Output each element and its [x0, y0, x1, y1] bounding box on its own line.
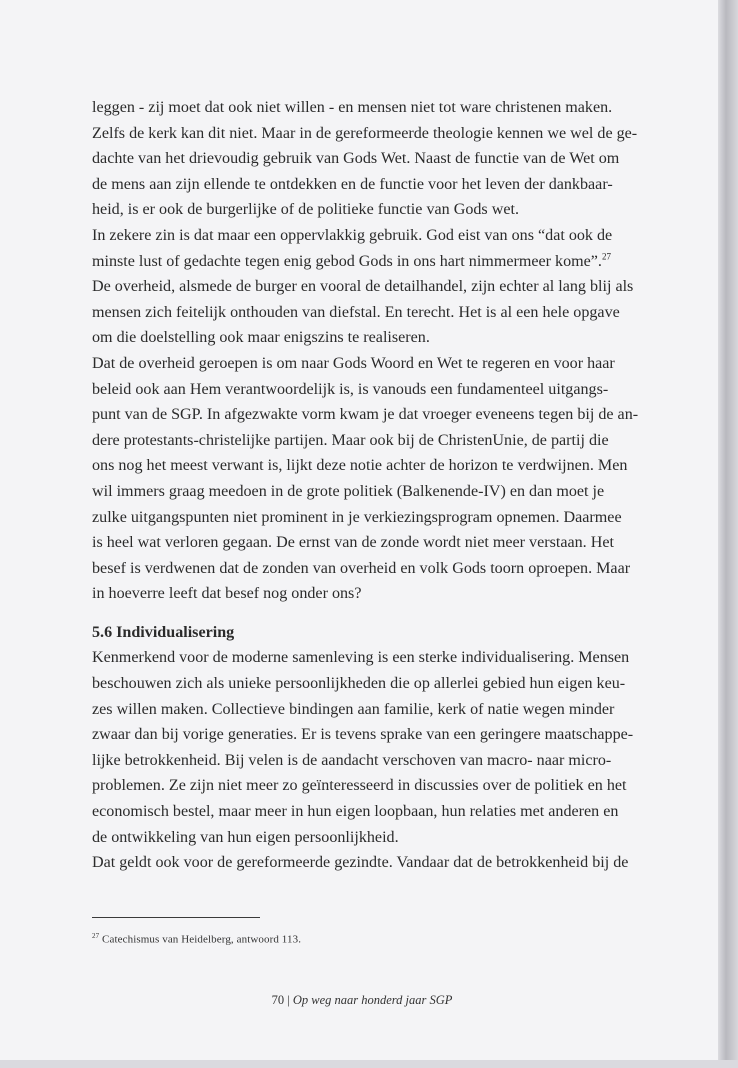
text-line-with-footnote [92, 249, 672, 275]
text-line: zulke uitgangspunten niet prominent in je verkiezingsprogram opnemen. Daarmee [92, 508, 622, 526]
text-line: Kenmerkend voor de moderne samenleving is een sterke individualisering. Mensen [92, 649, 630, 667]
text-line: beschouwen zich als unieke persoonlijkheden die op allerlei gebied hun eigen keu- [92, 675, 626, 693]
footnote-reference: 27 [601, 251, 611, 262]
body-text [92, 95, 672, 876]
footnote [92, 932, 301, 946]
text-line: zwaar dan bij vorige generaties. Er is tevens sprake van een geringere maatschappe- [92, 726, 634, 744]
text-line: Dat de overheid geroepen is om naar Gods Woord en Wet te regeren en voor haar [92, 354, 615, 372]
text-line: De overheid, alsmede de burger en vooral de detailhandel, zijn echter al lang blij als [92, 278, 634, 296]
text-line: lijke betrokkenheid. Bij velen is de aandacht verschoven van macro- naar micro- [92, 751, 612, 769]
page-edge [718, 0, 738, 1068]
text-line: om die doelstelling ook maar enigszins te realiseren. [92, 329, 430, 347]
text-line: mensen zich feitelijk onthouden van diefstal. En terecht. Het is al een hele opgave [92, 303, 620, 321]
text-line: leggen - zij moet dat ook niet willen - en mensen niet tot ware christenen maken. [92, 99, 613, 116]
footnote-number: 27 [92, 932, 100, 940]
text-line: ons nog het meest verwant is, lijkt deze notie achter de horizon te verdwijnen. Men [92, 457, 628, 475]
text-line: in hoeverre leeft dat besef nog onder ons? [92, 585, 362, 603]
text-line: zes willen maken. Collectieve bindingen aan familie, kerk of natie wegen minder [92, 700, 615, 718]
text-line: de ontwikkeling van hun eigen persoonlijkheid. [92, 828, 399, 846]
book-title: Op weg naar honderd jaar SGP [292, 993, 453, 1007]
text-line: is heel wat verloren gegaan. De ernst van de zonde wordt niet meer verstaan. Het [92, 534, 614, 552]
text-line: punt van de SGP. In afgezwakte vorm kwam je dat vroeger eveneens tegen bij de an- [92, 406, 639, 424]
paragraph-1 [92, 95, 672, 223]
paragraph-5 [92, 850, 672, 876]
paragraph-4 [92, 645, 672, 850]
text-line: de mens aan zijn ellende te ontdekken en de functie voor het leven der dankbaar- [92, 175, 613, 193]
text-line: beleid ook aan Hem verantwoordelijk is, is vanouds een fundamenteel uitgangs- [92, 380, 609, 398]
page-number: 70 [271, 993, 285, 1007]
text-line: In zekere zin is dat maar een oppervlakkig gebruik. God eist van ons “dat ook de [92, 226, 613, 244]
quote-text: minste lust of gedachte tegen enig gebod Gods in ons hart nimmermeer kome”. [92, 252, 602, 270]
text-line: besef is verdwenen dat de zonden van overheid en volk Gods toorn oproepen. Maar [92, 559, 631, 577]
text-line: problemen. Ze zijn niet meer zo geïnteresseerd in discussies over de politiek en het [92, 777, 627, 795]
text-line: economisch bestel, maar meer in hun eigen loopbaan, hun relaties met anderen en [92, 803, 619, 821]
text-line: heid, is er ook de burgerlijke of de politieke functie van Gods wet. [92, 201, 519, 219]
footnote-text: Catechismus van Heidelberg, antwoord 113. [99, 933, 302, 946]
section-heading: 5.6 Individualisering [92, 623, 235, 641]
text-line: wil immers graag meedoen in de grote politiek (Balkenende-IV) en dan moet je [92, 482, 605, 500]
text-line: Zelfs de kerk kan dit niet. Maar in de gereformeerde theologie kennen we wel de ge- [92, 124, 638, 142]
page-bottom-edge [0, 1060, 738, 1068]
footer-separator: | [284, 993, 293, 1007]
footnote-divider [92, 917, 260, 918]
text-line: Dat geldt ook voor de gereformeerde gezindte. Vandaar dat de betrokkenheid bij de [92, 854, 629, 872]
paragraph-2 [92, 223, 672, 351]
page-footer [0, 993, 724, 1008]
text-line: dere protestants-christelijke partijen. Maar ook bij de ChristenUnie, de partij die [92, 431, 609, 449]
text-line: dachte van het drievoudig gebruik van Gods Wet. Naast de functie van de Wet om [92, 150, 620, 168]
paragraph-3 [92, 351, 672, 607]
